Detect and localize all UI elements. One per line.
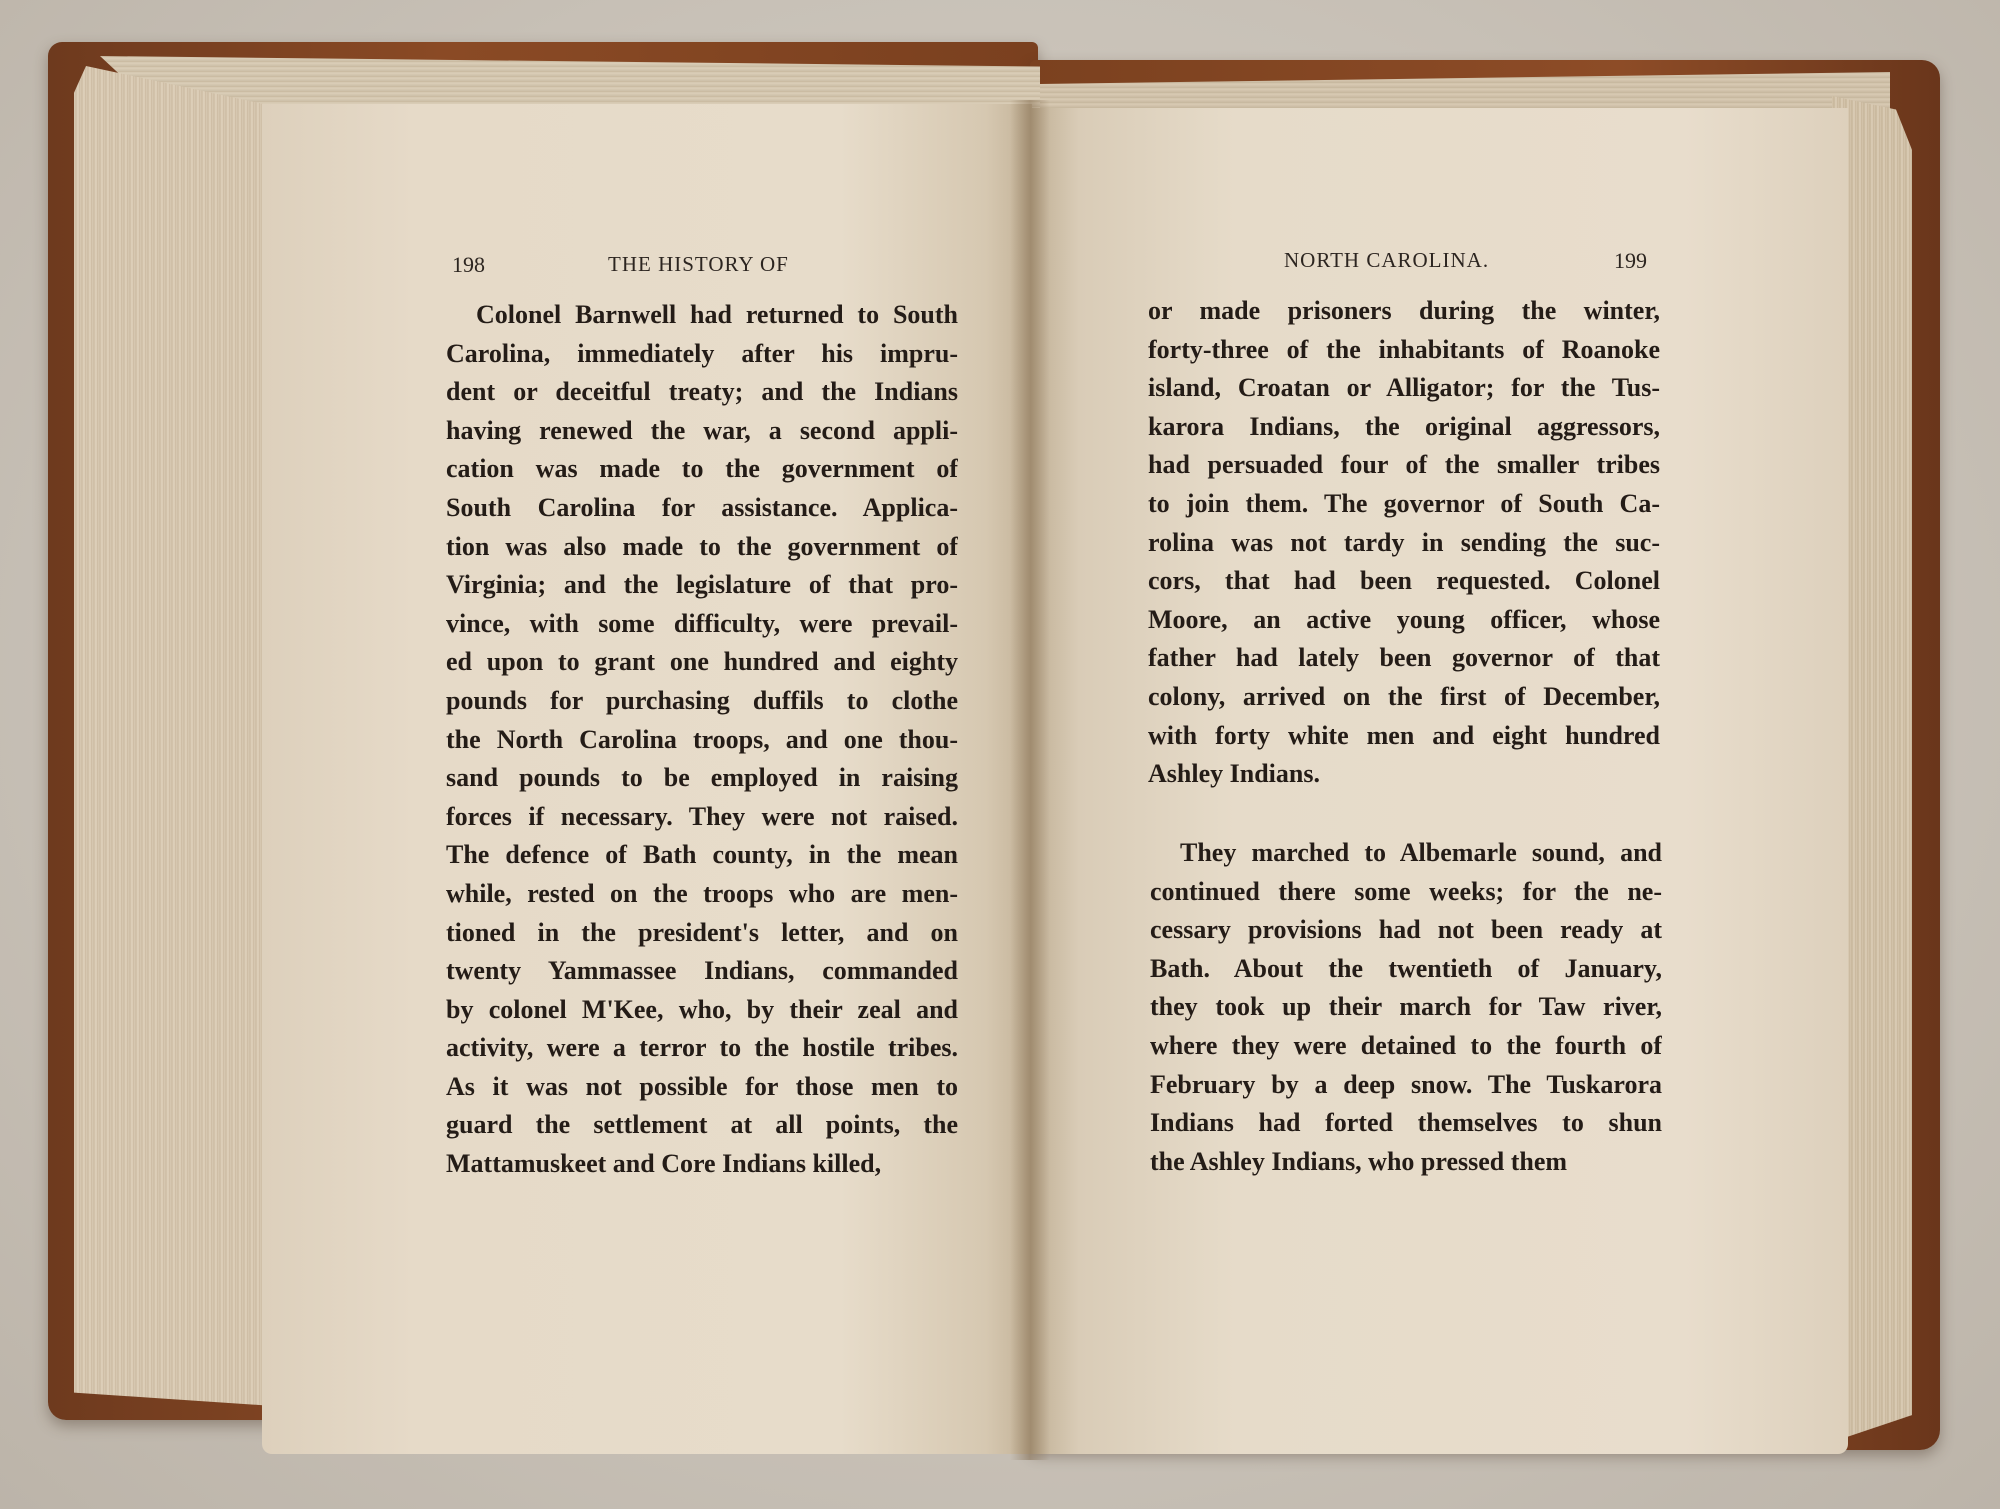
text-line: dent or deceitful treaty; and the Indians — [446, 377, 958, 407]
text-line: having renewed the war, a second appli- — [446, 415, 958, 445]
text-line: tioned in the president's letter, and on — [446, 917, 958, 947]
text-line: sand pounds to be employed in raising — [446, 763, 958, 793]
text-line: to join them. The governor of South Ca- — [1148, 488, 1660, 518]
text-line: cation was made to the government of — [446, 454, 958, 484]
left-page-text — [446, 296, 958, 1184]
text-line: Moore, an active young officer, whose — [1148, 604, 1660, 634]
text-line: ed upon to grant one hundred and eighty — [446, 647, 958, 677]
book-gutter — [1010, 100, 1050, 1460]
text-line: South Carolina for assistance. Applica- — [446, 492, 958, 522]
text-line: Virginia; and the legislature of that pro- — [446, 570, 958, 600]
text-line: Ashley Indians. — [1148, 759, 1320, 789]
text-line: forty-three of the inhabitants of Roanoke — [1148, 334, 1660, 364]
text-line: tion was also made to the government of — [446, 531, 958, 561]
text-line: continued there some weeks; for the ne- — [1150, 876, 1662, 906]
text-line: the North Carolina troops, and one thou- — [446, 724, 958, 754]
text-line: where they were detained to the fourth of — [1150, 1030, 1662, 1060]
right-running-head: NORTH CAROLINA. — [1284, 248, 1490, 272]
text-line: colony, arrived on the first of December, — [1148, 681, 1660, 711]
right-page-number: 199 — [1614, 248, 1647, 273]
text-line: They marched to Albemarle sound, and — [1180, 838, 1662, 867]
right-page-paragraph-2 — [1150, 834, 1662, 1181]
text-line: Colonel Barnwell had returned to South — [476, 300, 958, 329]
text-line: with forty white men and eight hundred — [1148, 720, 1660, 750]
text-line: The defence of Bath county, in the mean — [446, 840, 958, 870]
left-running-head: THE HISTORY OF — [608, 252, 789, 276]
text-line: while, rested on the troops who are men- — [446, 878, 958, 908]
text-line: or made prisoners during the winter, — [1148, 296, 1660, 325]
text-line: twenty Yammassee Indians, commanded — [446, 956, 958, 986]
page-edges-left — [74, 66, 274, 1406]
text-line: As it was not possible for those men to — [446, 1071, 958, 1101]
text-line: forces if necessary. They were not raised. — [446, 801, 958, 831]
text-line: had persuaded four of the smaller tribes — [1148, 450, 1660, 480]
text-line: activity, were a terror to the hostile tribes. — [446, 1033, 958, 1063]
text-line: cessary provisions had not been ready at — [1150, 915, 1662, 945]
text-line: Mattamuskeet and Core Indians killed, — [446, 1149, 882, 1179]
text-line: Carolina, immediately after his impru- — [446, 338, 958, 368]
text-line: island, Croatan or Alligator; for the Tus- — [1148, 373, 1660, 403]
text-line: guard the settlement at all points, the — [446, 1110, 958, 1140]
text-line: they took up their march for Taw river, — [1150, 992, 1662, 1022]
text-line: the Ashley Indians, who pressed them — [1150, 1146, 1568, 1176]
text-line: February by a deep snow. The Tuskarora — [1150, 1069, 1662, 1099]
right-page-paragraph-1 — [1148, 292, 1660, 794]
text-line: pounds for purchasing duffils to clothe — [446, 685, 958, 715]
text-line: karora Indians, the original aggressors, — [1148, 411, 1660, 441]
text-line: rolina was not tardy in sending the suc- — [1148, 527, 1660, 557]
text-line: father had lately been governor of that — [1148, 643, 1660, 673]
text-line: cors, that had been requested. Colonel — [1148, 566, 1660, 596]
left-page-number: 198 — [452, 252, 485, 277]
text-line: Indians had forted themselves to shun — [1150, 1108, 1662, 1138]
text-line: by colonel M'Kee, who, by their zeal and — [446, 994, 958, 1024]
text-line: Bath. About the twentieth of January, — [1150, 953, 1662, 983]
text-line: vince, with some difficulty, were prevail- — [446, 608, 958, 638]
